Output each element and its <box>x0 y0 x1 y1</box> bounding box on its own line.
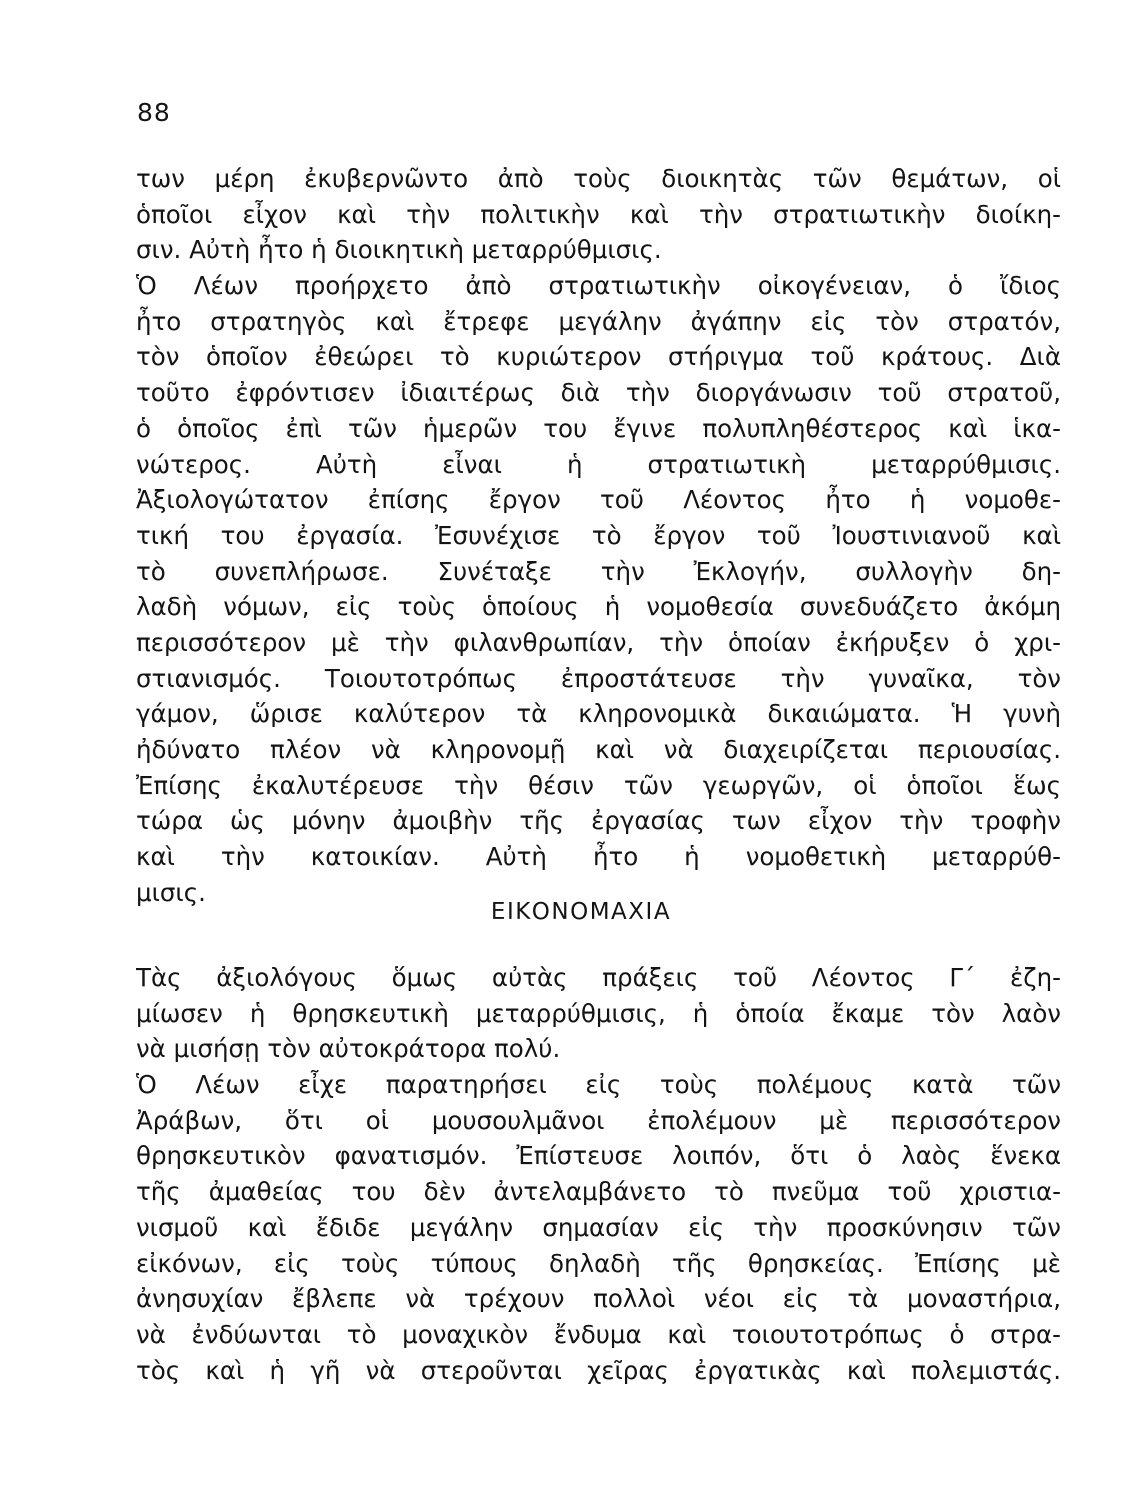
text-line: νισμοῦ καὶ ἔδιδε μεγάλην σημασίαν εἰς τὴν προσκύνησιν τῶν <box>136 1212 1061 1242</box>
text-line: τῆς ἀμαθείας του δὲν ἀντελαμβάνετο τὸ πνεῦμα τοῦ χριστια- <box>136 1177 1061 1207</box>
section-heading: ΕΙΚΟΝΟΜΑΧΙΑ <box>490 899 672 925</box>
text-line: σιν. Αὐτὴ ἦτο ἡ διοικητικὴ μεταρρύθμισις. <box>136 235 662 265</box>
text-line: ἦτο στρατηγὸς καὶ ἔτρεφε μεγάλην ἀγάπην εἰς τὸν στρατόν, <box>136 306 1061 336</box>
text-line: νὰ μισήσῃ τὸν αὐτοκράτορα πολύ. <box>136 1034 561 1064</box>
text-line: καὶ τὴν κατοικίαν. Αὐτὴ ἦτο ἡ νομοθετικὴ μεταρρύθ- <box>136 842 1061 872</box>
text-line: μισις. <box>136 877 206 907</box>
text-line: περισσότερον μὲ τὴν φιλανθρωπίαν, τὴν ὁποίαν ἐκήρυξεν ὁ χρι- <box>136 627 1061 657</box>
text-line: Ἐπίσης ἐκαλυτέρευσε τὴν θέσιν τῶν γεωργῶν, οἱ ὁποῖοι ἕως <box>136 770 1061 800</box>
text-line: λαδὴ νόμων, εἰς τοὺς ὁποίους ἡ νομοθεσία συνεδυάζετο ἀκόμη <box>136 592 1061 622</box>
text-line: τοῦτο ἐφρόντισεν ἰδιαιτέρως διὰ τὴν διοργάνωσιν τοῦ στρατοῦ, <box>136 378 1061 408</box>
text-line: μίωσεν ἡ θρησκευτικὴ μεταρρύθμισις, ἡ ὁποία ἔκαμε τὸν λαὸν <box>136 998 1061 1028</box>
text-line: ὁ ὁποῖος ἐπὶ τῶν ἡμερῶν του ἔγινε πολυπληθέστερος καὶ ἱκα- <box>136 413 1061 443</box>
text-line: τώρα ὡς μόνην ἀμοιβὴν τῆς ἐργασίας των εἶχον τὴν τροφὴν <box>136 806 1061 836</box>
body-text-section-one <box>136 161 1061 910</box>
text-line: των μέρη ἐκυβερνῶντο ἀπὸ τοὺς διοικητὰς τῶν θεμάτων, οἱ <box>136 164 1061 193</box>
text-line: ἀνησυχίαν ἔβλεπε νὰ τρέχουν πολλοὶ νέοι εἰς τὰ μοναστήρια, <box>136 1284 1061 1314</box>
text-line: τὸς καὶ ἡ γῆ νὰ στεροῦνται χεῖρας ἐργατικὰς καὶ πολεμιστάς. <box>136 1355 1061 1385</box>
text-line: εἰκόνων, εἰς τοὺς τύπους δηλαδὴ τῆς θρησκείας. Ἐπίσης μὲ <box>136 1248 1061 1278</box>
text-line: τική του ἐργασία. Ἐσυνέχισε τὸ ἔργον τοῦ Ἰουστινιανοῦ καὶ <box>136 520 1061 550</box>
text-line: Ἀξιολογώτατον ἐπίσης ἔργον τοῦ Λέοντος ἦτο ἡ νομοθε- <box>136 485 1061 515</box>
text-line: νώτερος. Αὐτὴ εἶναι ἡ στρατιωτικὴ μεταρρύθμισις. <box>136 449 1061 479</box>
text-line: Τὰς ἀξιολόγους ὅμως αὐτὰς πράξεις τοῦ Λέοντος Γ΄ ἐζη- <box>136 963 1061 992</box>
text-line: ὁποῖοι εἶχον καὶ τὴν πολιτικὴν καὶ τὴν στρατιωτικὴν διοίκη- <box>136 199 1061 229</box>
text-line: Ὁ Λέων προήρχετο ἀπὸ στρατιωτικὴν οἰκογένειαν, ὁ ἴδιος <box>136 271 1061 301</box>
text-line: Ἀράβων, ὅτι οἱ μουσουλμᾶνοι ἐπολέμουν μὲ περισσότερον <box>136 1105 1061 1135</box>
text-line: Ὁ Λέων εἶχε παρατηρήσει εἰς τοὺς πολέμους κατὰ τῶν <box>136 1070 1061 1100</box>
text-line: θρησκευτικὸν φανατισμόν. Ἐπίστευσε λοιπόν, ὅτι ὁ λαὸς ἕνεκα <box>136 1141 1061 1171</box>
text-line: τὸν ὁποῖον ἐθεώρει τὸ κυριώτερον στήριγμα τοῦ κράτους. Διὰ <box>136 342 1061 372</box>
body-text-section-two <box>136 960 1061 1388</box>
text-line: γάμον, ὥρισε καλύτερον τὰ κληρονομικὰ δικαιώματα. Ἡ γυνὴ <box>136 699 1061 729</box>
page-number: 88 <box>137 98 171 127</box>
text-line: ἠδύνατο πλέον νὰ κληρονομῇ καὶ νὰ διαχειρίζεται περιουσίας. <box>136 735 1061 764</box>
text-line: τὸ συνεπλήρωσε. Συνέταξε τὴν Ἐκλογήν, συλλογὴν δη- <box>136 556 1061 586</box>
text-line: νὰ ἐνδύωνται τὸ μοναχικὸν ἔνδυμα καὶ τοιουτοτρόπως ὁ στρα- <box>136 1319 1061 1349</box>
text-line: στιανισμός. Τοιουτοτρόπως ἐπροστάτευσε τὴν γυναῖκα, τὸν <box>136 663 1061 693</box>
